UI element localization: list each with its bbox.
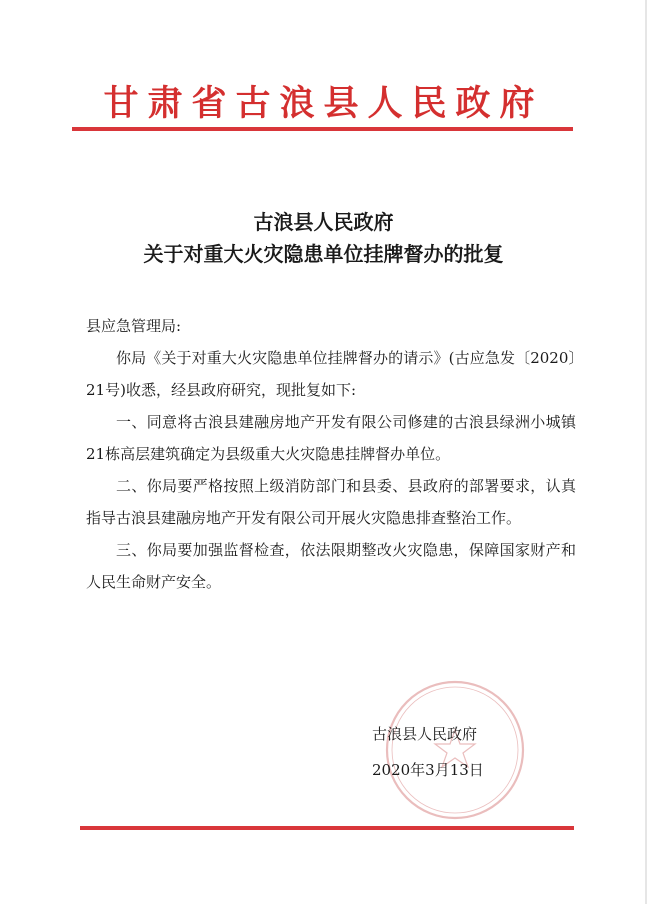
masthead: 甘肃省古浪县人民政府 — [103, 83, 544, 124]
document-title — [0, 206, 647, 270]
signature-issuer: 古浪县人民政府 — [372, 725, 478, 743]
footer-red-rule — [80, 826, 574, 830]
paragraph-4: 三、你局要加强监督检查，依法限期整改火灾隐患，保障国家财产和人民生命财产安全。 — [86, 541, 576, 591]
document-body — [86, 310, 576, 598]
title-line-2: 关于对重大火灾隐患单位挂牌督办的批复 — [143, 242, 504, 266]
paragraph-2: 一、同意将古浪县建融房地产开发有限公司修建的古浪县绿洲小城镇21栋高层建筑确定为县级重大火灾隐患挂牌督办单位。 — [86, 413, 576, 463]
paragraph-3: 二、你局要严格按照上级消防部门和县委、县政府的部署要求，认真指导古浪县建融房地产开发有限公司开展火灾隐患排查整治工作。 — [86, 477, 576, 527]
addressee: 县应急管理局: — [86, 317, 182, 335]
masthead-red-rule — [72, 127, 573, 131]
signature-date: 2020年3月13日 — [372, 761, 484, 779]
signature-block — [372, 716, 484, 788]
paragraph-1: 你局《关于对重大火灾隐患单位挂牌督办的请示》(古应急发〔2020〕21号)收悉，经县政府研究，现批复如下: — [86, 349, 576, 399]
title-line-1: 古浪县人民政府 — [253, 210, 394, 234]
